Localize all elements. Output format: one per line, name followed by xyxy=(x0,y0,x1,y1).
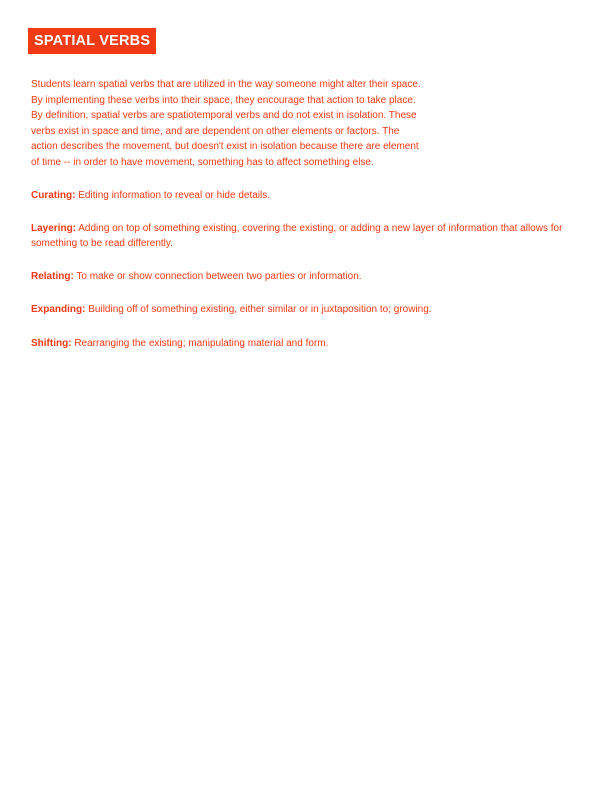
definition-relating xyxy=(31,269,579,285)
intro-line: action describes the movement, but doesn't exist in isolation because there are element xyxy=(31,141,419,153)
intro-line: verbs exist in space and time, and are dependent on other elements or factors. The xyxy=(31,125,400,137)
definition-text: Rearranging the existing; manipulating material and form. xyxy=(74,337,329,349)
intro-line: By definition, spatial verbs are spatiotemporal verbs and do not exist in isolation. These xyxy=(31,110,417,122)
title-banner xyxy=(28,28,156,54)
definition-layering xyxy=(31,221,579,252)
definition-term: Curating: xyxy=(31,189,76,201)
intro-line: of time -- in order to have movement, something has to affect something else. xyxy=(31,156,374,168)
document-body xyxy=(31,77,579,369)
definition-term: Layering: xyxy=(31,222,77,234)
intro-paragraph xyxy=(31,77,579,171)
definition-text: To make or show connection between two parties or information. xyxy=(76,271,362,283)
definition-curating xyxy=(31,188,579,204)
page-title: SPATIAL VERBS xyxy=(34,33,151,49)
definition-term: Relating: xyxy=(31,271,74,283)
definition-shifting xyxy=(31,336,579,352)
definition-text: Building off of something existing, either similar or in juxtaposition to; growing. xyxy=(88,304,432,316)
definition-text: Adding on top of something existing, covering the existing, or adding a new layer of information that allows for something to be read differently. xyxy=(31,222,563,250)
definition-text: Editing information to reveal or hide details. xyxy=(78,189,271,201)
definition-term: Shifting: xyxy=(31,337,72,349)
definition-expanding xyxy=(31,302,579,318)
definition-term: Expanding: xyxy=(31,304,86,316)
intro-line: By implementing these verbs into their space, they encourage that action to take place. xyxy=(31,94,416,106)
intro-line: Students learn spatial verbs that are utilized in the way someone might alter their space. xyxy=(31,79,421,90)
